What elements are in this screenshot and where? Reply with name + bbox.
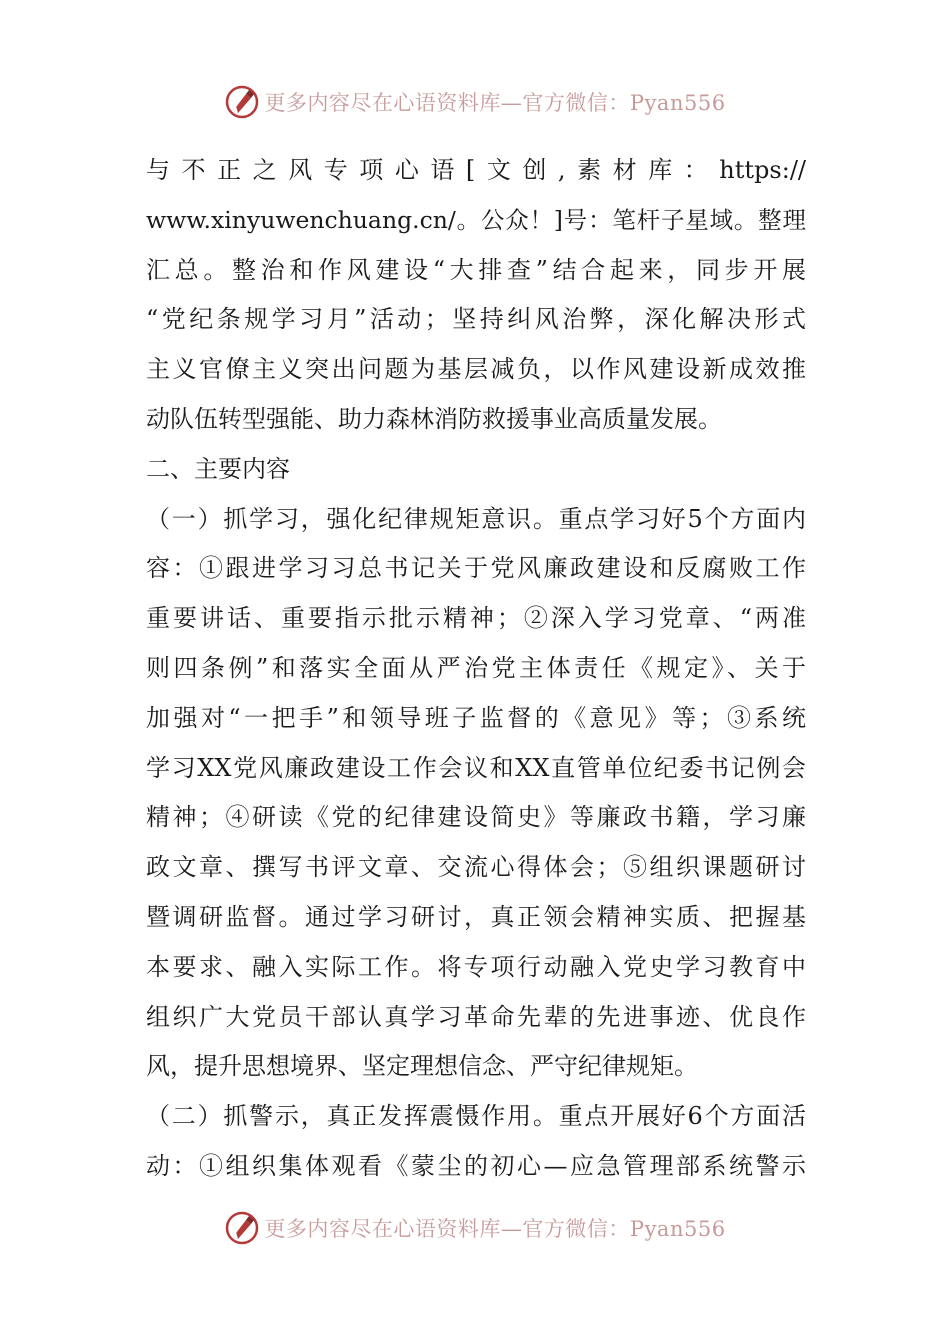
text-line: 政文章、撰写书评文章、交流心得体会；⑤组织课题研讨 [146,853,806,882]
text-line: 容：①跟进学习习总书记关于党风廉政建设和反腐败工作 [146,554,806,583]
text-line: 则四条例”和落实全面从严治党主体责任《规定》、关于 [146,653,806,682]
text-line: 主义官僚主义突出问题为基层减负，以作风建设新成效推 [146,355,806,384]
text-line: 组织广大党员干部认真学习革命先辈的先进事迹、优良作 [146,1002,806,1031]
pen-nib-logo-icon [224,1210,260,1246]
document-body [146,146,806,1192]
text-line: www.xinyuwenchuang.cn/。公众！]号：笔杆子星域。整理 [146,205,806,234]
text-line: 与不正之风专项心语[文创,素材库：https:// [146,156,806,184]
text-line: （二）抓警示，真正发挥震慑作用。重点开展好6个方面活 [146,1102,806,1131]
text-line: 本要求、融入实际工作。将专项行动融入党史学习教育中 [146,952,806,981]
text-line: 汇总。整治和作风建设“大排查”结合起来，同步开展 [146,255,806,284]
text-line: 加强对“一把手”和领导班子监督的《意见》等；③系统 [146,703,806,732]
text-line: 动队伍转型强能、助力森林消防救援事业高质量发展。 [146,404,722,433]
header-watermark-banner [0,82,950,122]
section-heading: 二、主要内容 [146,454,290,483]
text-line: 重要讲话、重要指示批示精神；②深入学习党章、“两准 [146,604,806,633]
text-line: “党纪条规学习月”活动；坚持纠风治弊，深化解决形式 [146,305,806,334]
pen-nib-logo-icon [224,84,260,120]
text-line: 暨调研监督。通过学习研讨，真正领会精神实质、把握基 [146,902,806,931]
text-line: 精神；④研读《党的纪律建设简史》等廉政书籍，学习廉 [146,803,806,832]
text-line: （一）抓学习，强化纪律规矩意识。重点学习好5个方面内 [146,504,806,533]
text-line: 风，提升思想境界、坚定理想信念、严守纪律规矩。 [146,1052,698,1081]
footer-watermark-text: 更多内容尽在心语资料库—官方微信：Pyan556 [264,1217,726,1241]
footer-watermark-banner [0,1208,950,1248]
header-watermark-text: 更多内容尽在心语资料库—官方微信：Pyan556 [264,91,726,115]
text-line: 动：①组织集体观看《蒙尘的初心—应急管理部系统警示 [146,1151,806,1180]
text-line: 学习XX党风廉政建设工作会议和XX直管单位纪委书记例会 [146,753,806,782]
